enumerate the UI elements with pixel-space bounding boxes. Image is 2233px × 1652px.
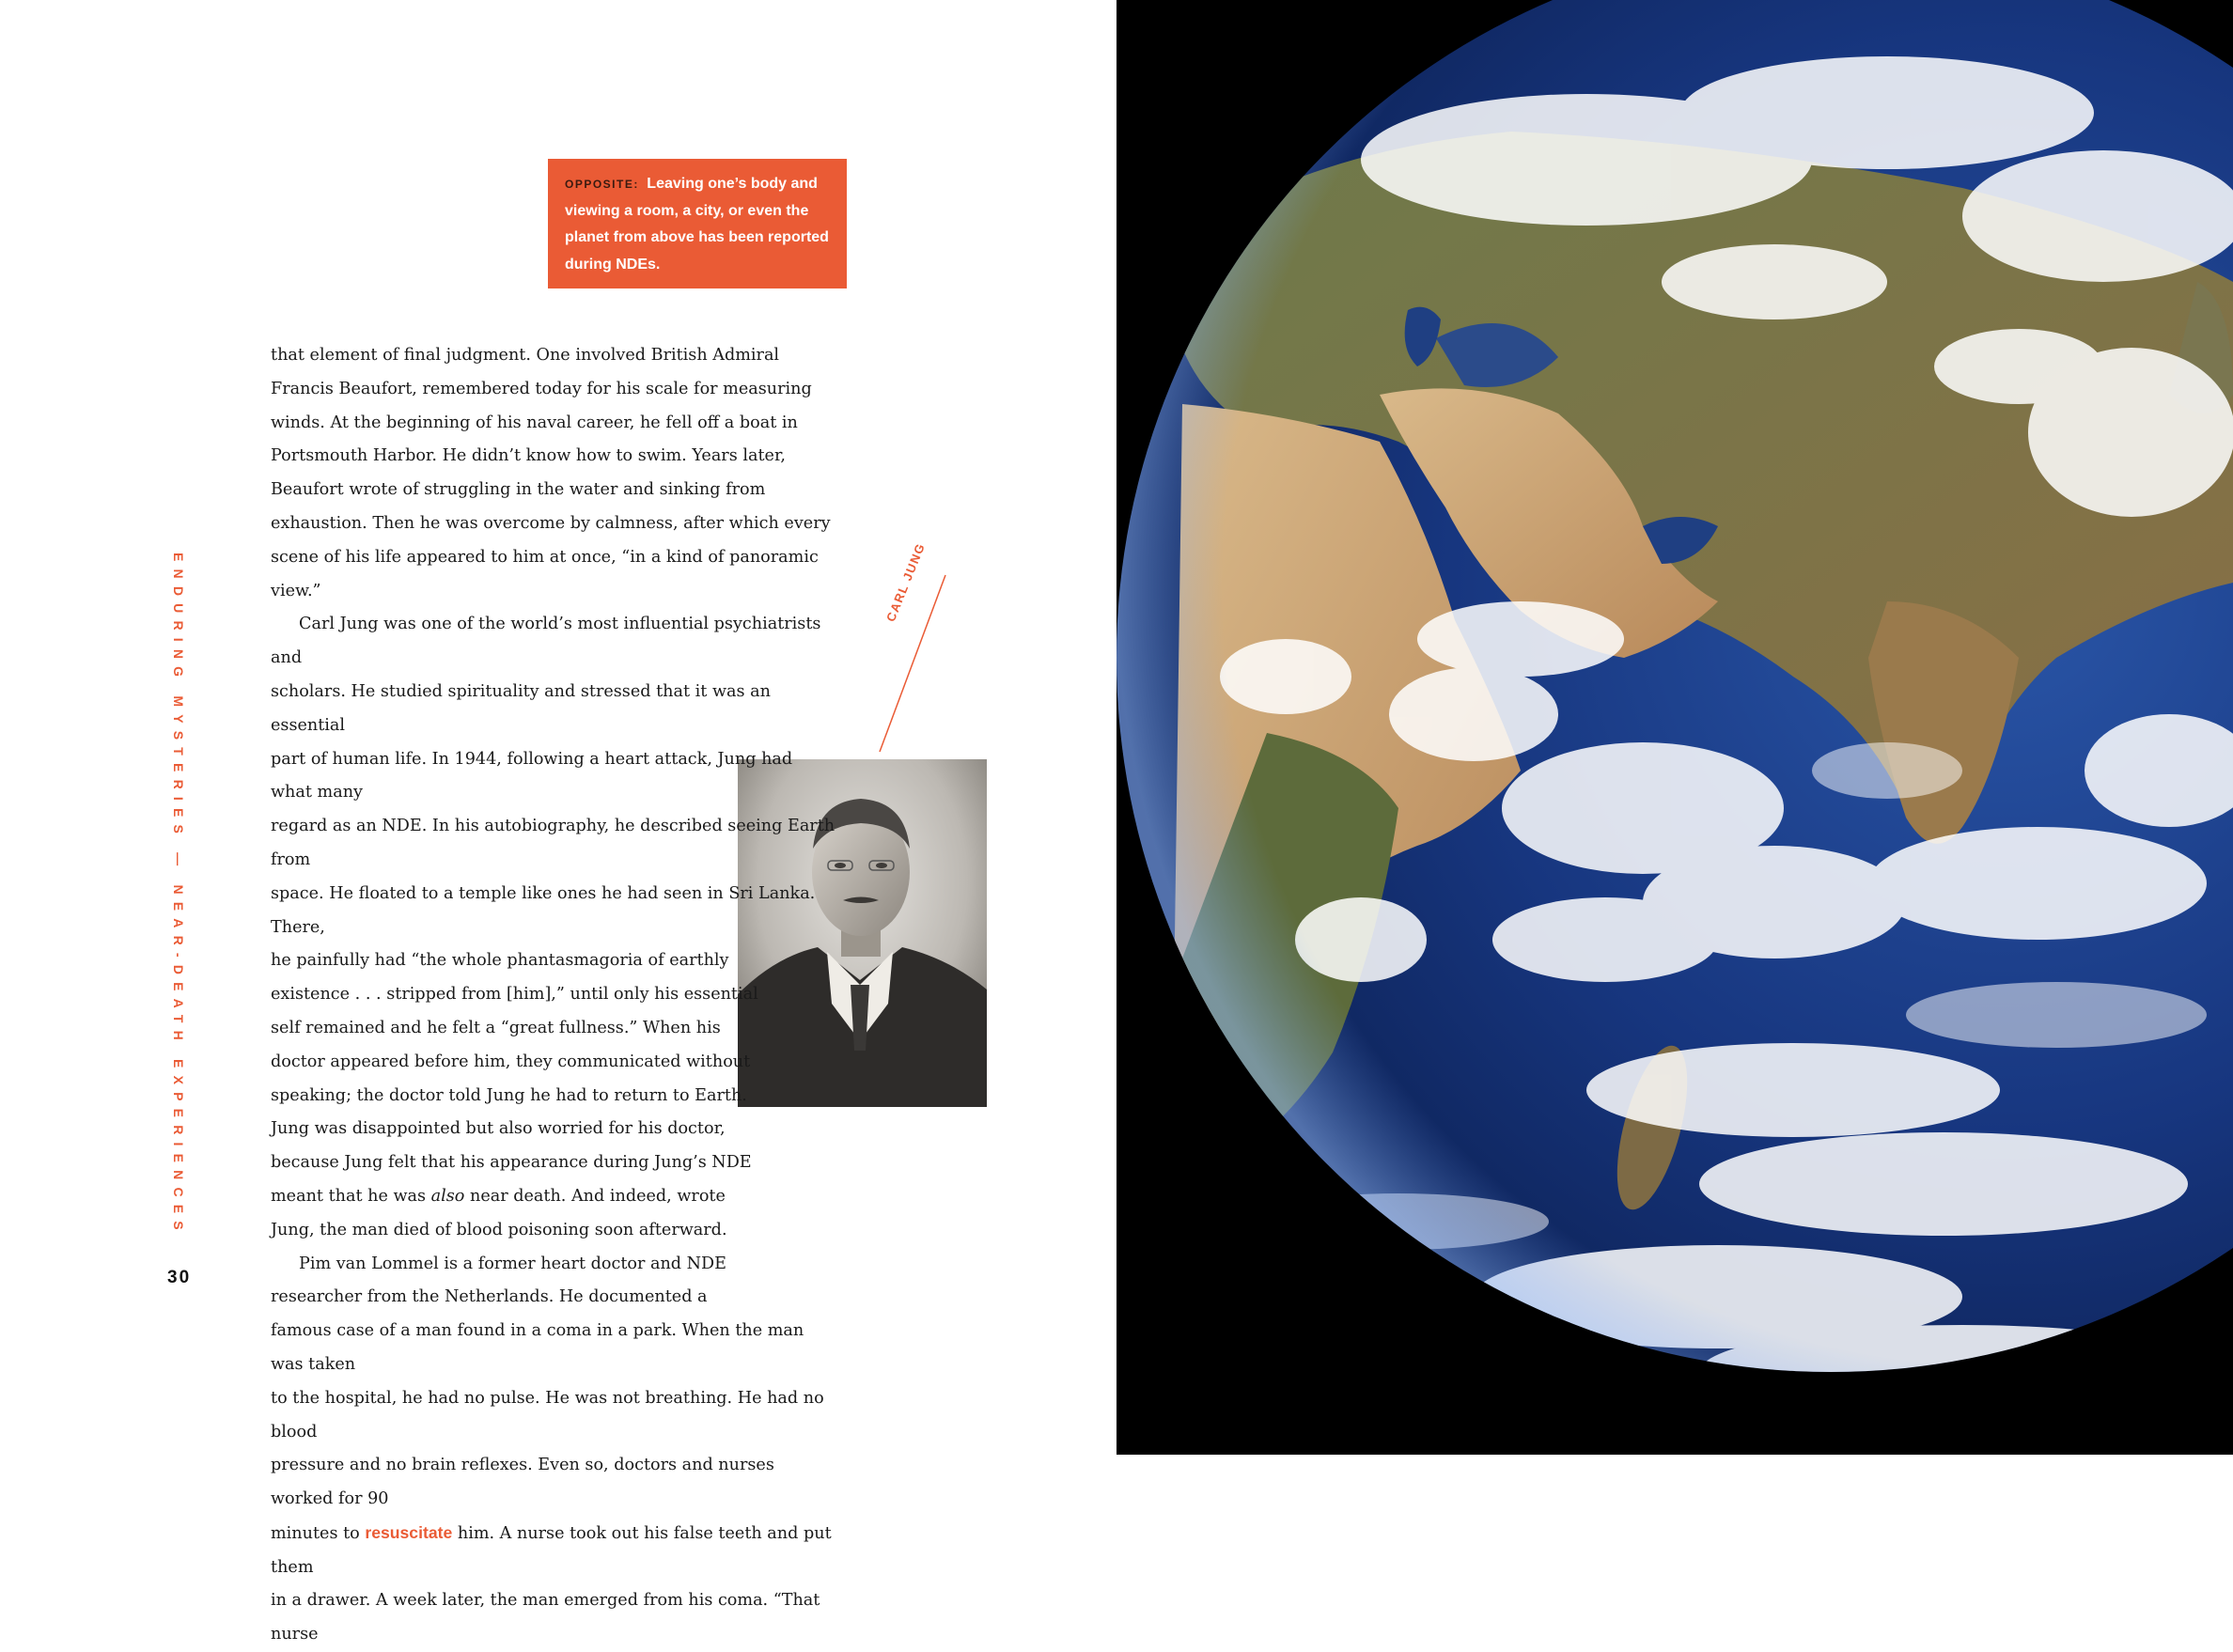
body-line: scholars. He studied spirituality and stressed that it was an essential <box>271 681 771 735</box>
photo-label: CARL JUNG <box>883 540 929 624</box>
page-number: 30 <box>167 1268 192 1287</box>
body-line: regard as an NDE. In his autobiography, he described seeing Earth from <box>271 817 835 869</box>
body-text <box>271 339 838 1652</box>
earth-image <box>1116 0 2233 1455</box>
glossary-term[interactable]: resuscitate <box>365 1522 453 1542</box>
body-line: in a drawer. A week later, the man emerged from his coma. “That nurse <box>271 1591 820 1644</box>
paragraph-beaufort: that element of final judgment. One involved British Admiral Francis Beaufort, remembered today for his scale for measuring winds. At the beginning of his naval career, he fell off a boat in Portsmouth Harbor. He didn’t know how to swim. Years later, Beaufort wrote of struggling in the water and sinking from exhaustion. Then he was overcome by calmness, after which every scene of his life appeared to him at once, “in a kind of panoramic view.” <box>271 346 831 600</box>
body-line: famous case of a man found in a coma in a park. When the man was taken <box>271 1321 804 1374</box>
body-line: to the hospital, he had no pulse. He was not breathing. He had no blood <box>271 1388 824 1442</box>
body-line: speaking; the doctor told Jung he had to return to Earth. <box>271 1085 747 1105</box>
paragraph-van-lommel <box>271 1248 838 1652</box>
body-line: researcher from the Netherlands. He documented a <box>271 1287 708 1307</box>
right-page <box>1116 0 2233 1455</box>
left-page <box>0 0 1116 1644</box>
caption-label: OPPOSITE: <box>565 178 639 191</box>
paragraph-jung <box>271 608 838 1247</box>
body-line: Jung, the man died of blood poisoning soon afterward. <box>271 1220 727 1239</box>
body-line: doctor appeared before him, they communicated without <box>271 1052 751 1071</box>
body-line: Pim van Lommel is a former heart doctor and NDE <box>299 1254 727 1273</box>
body-line: self remained and he felt a “great fullness.” When his <box>271 1018 721 1037</box>
body-line: him. A nurse took out his false teeth and put them <box>271 1523 832 1577</box>
caption-text: Leaving one’s body and viewing a room, a city, or even the planet from above has been reported during NDEs. <box>565 176 829 273</box>
body-line: meant that he was <box>271 1186 431 1206</box>
body-line: existence . . . stripped from [him],” until only his essential <box>271 985 758 1005</box>
body-line: pressure and no brain reflexes. Even so, doctors and nurses worked for 90 <box>271 1456 774 1509</box>
body-line: Carl Jung was one of the world’s most influential psychiatrists and <box>271 615 821 668</box>
running-head: ENDURING MYSTERIES — NEAR-DEATH EXPERIENCES <box>171 553 186 1238</box>
body-line: Jung was disappointed but also worried for his doctor, <box>271 1119 726 1139</box>
body-line: because Jung felt that his appearance during Jung’s NDE <box>271 1153 752 1173</box>
emphasis-also: also <box>430 1186 465 1206</box>
body-line: he painfully had “the whole phantasmagoria of earthly <box>271 951 729 971</box>
body-line: space. He floated to a temple like ones he had seen in Sri Lanka. There, <box>271 883 816 937</box>
body-line: part of human life. In 1944, following a heart attack, Jung had what many <box>271 749 793 803</box>
body-line: near death. And indeed, wrote <box>464 1186 726 1206</box>
body-line: minutes to <box>271 1523 366 1543</box>
